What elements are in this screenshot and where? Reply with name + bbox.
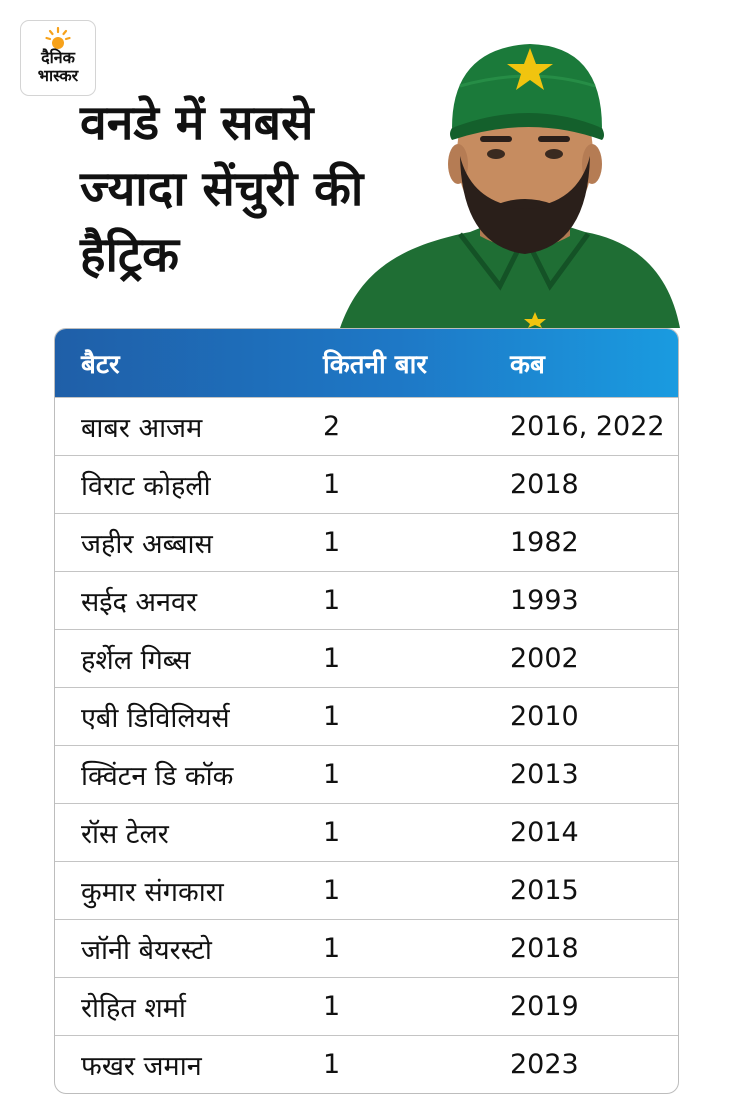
batter-name: फखर जमान — [81, 1051, 202, 1082]
hat-trick-centuries-table — [54, 328, 679, 1094]
cricketer-portrait-illustration — [340, 36, 680, 328]
batter-name: जहीर अब्बास — [81, 529, 213, 560]
table-row — [55, 861, 678, 919]
years: 2016, 2022 — [510, 411, 665, 442]
header-batter: बैटर — [81, 350, 120, 380]
years: 2015 — [510, 875, 579, 906]
years: 2010 — [510, 701, 579, 732]
header-when: कब — [510, 350, 545, 380]
times-count: 1 — [323, 527, 341, 558]
years: 2018 — [510, 933, 579, 964]
logo-word-1: दैनिक — [41, 48, 75, 67]
years: 2013 — [510, 759, 579, 790]
batter-name: जॉनी बेयरस्टो — [81, 935, 212, 966]
batter-name: रॉस टेलर — [81, 819, 169, 850]
batter-name: एबी डिविलियर्स — [81, 703, 230, 734]
times-count: 1 — [323, 469, 341, 500]
table-row — [55, 571, 678, 629]
logo-word-2: भास्कर — [37, 66, 79, 85]
batter-name: रोहित शर्मा — [81, 993, 186, 1024]
times-count: 1 — [323, 759, 341, 790]
table-row — [55, 745, 678, 803]
batter-name: बाबर आजम — [81, 413, 203, 444]
years: 2023 — [510, 1049, 579, 1080]
batter-name: क्विंटन डि कॉक — [81, 761, 234, 792]
brand-logo — [20, 20, 96, 96]
sun-icon — [45, 27, 71, 49]
table-row — [55, 919, 678, 977]
headline: वनडे में सबसे ज्यादा सेंचुरी की हैट्रिक — [80, 95, 364, 283]
batter-name: विराट कोहली — [81, 471, 211, 502]
batter-name: सईद अनवर — [81, 587, 198, 618]
table-row — [55, 977, 678, 1035]
batter-name: हर्शेल गिब्स — [81, 645, 191, 676]
header-times: कितनी बार — [323, 350, 427, 380]
years: 2019 — [510, 991, 579, 1022]
times-count: 1 — [323, 817, 341, 848]
years: 1993 — [510, 585, 579, 616]
table-row — [55, 397, 678, 455]
times-count: 1 — [323, 1049, 341, 1080]
table-row — [55, 687, 678, 745]
years: 1982 — [510, 527, 579, 558]
table-row — [55, 513, 678, 571]
batter-name: कुमार संगकारा — [81, 877, 224, 908]
years: 2014 — [510, 817, 579, 848]
times-count: 1 — [323, 585, 341, 616]
times-count: 1 — [323, 991, 341, 1022]
table-header — [55, 329, 678, 397]
times-count: 1 — [323, 643, 341, 674]
years: 2002 — [510, 643, 579, 674]
times-count: 1 — [323, 875, 341, 906]
times-count: 1 — [323, 701, 341, 732]
times-count: 2 — [323, 411, 341, 442]
times-count: 1 — [323, 933, 341, 964]
years: 2018 — [510, 469, 579, 500]
table-row — [55, 455, 678, 513]
table-row — [55, 803, 678, 861]
table-row — [55, 629, 678, 687]
table-row — [55, 1035, 678, 1093]
